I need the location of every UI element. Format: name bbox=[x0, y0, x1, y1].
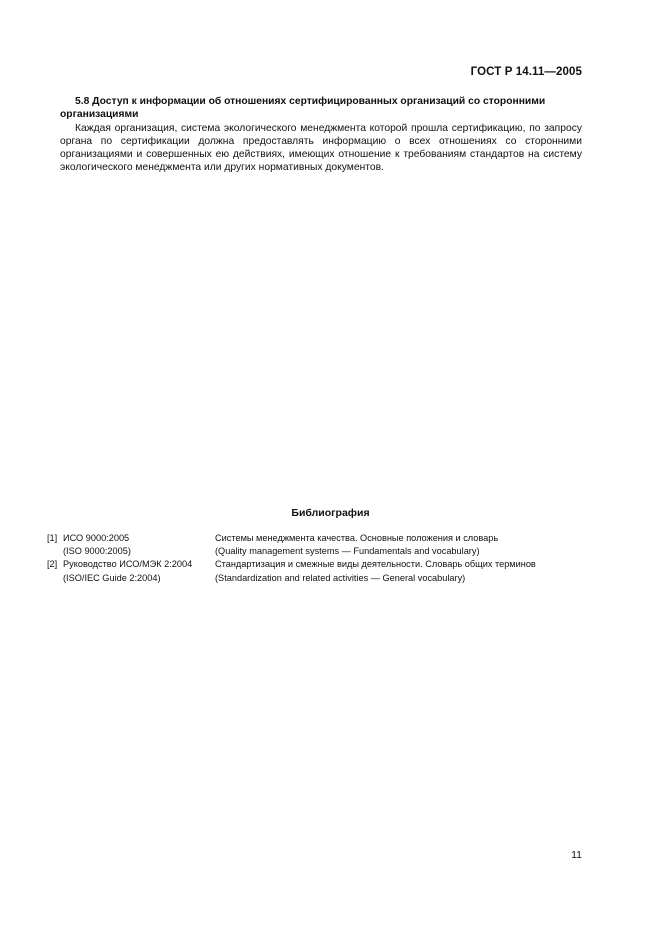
section-5-8 bbox=[60, 95, 582, 175]
bibliography-entry-main bbox=[47, 532, 587, 545]
bibliography-entry-original bbox=[47, 572, 587, 585]
entry-title-original: (Quality management systems — Fundamentals and vocabulary) bbox=[215, 546, 480, 557]
entry-title: Системы менеджмента качества. Основные положения и словарь bbox=[215, 533, 499, 543]
page-number: 11 bbox=[571, 849, 582, 861]
section-body: Каждая организация, система экологического менеджмента которой прошла сертификацию, по запросу органа по сертификации должна предоставлять информацию о всех отношениях со сторонними организациями и совершенных ею действиях, имеющих отношение к требованиям стандартов на систему экологического менеджмента или других нормативных документов. bbox=[60, 122, 582, 174]
bibliography-list bbox=[47, 532, 587, 585]
entry-code: Руководство ИСО/МЭК 2:2004 bbox=[63, 559, 193, 570]
bibliography-entry-1 bbox=[47, 532, 587, 558]
bibliography-entry-original bbox=[47, 545, 587, 558]
entry-number: [2] bbox=[47, 559, 58, 570]
entry-code-original: (ISO 9000:2005) bbox=[63, 546, 131, 557]
entry-code-original: (ISO/IEC Guide 2:2004) bbox=[63, 572, 161, 583]
bibliography-entry-2 bbox=[47, 558, 587, 584]
section-heading: 5.8 Доступ к информации об отношениях сертифицированных организаций со сторонними организациями bbox=[60, 96, 546, 121]
entry-title: Стандартизация и смежные виды деятельности. Словарь общих терминов bbox=[215, 559, 536, 570]
bibliography-title: Библиография bbox=[291, 507, 370, 519]
entry-number: [1] bbox=[47, 533, 58, 543]
entry-title-original: (Standardization and related activities — General vocabulary) bbox=[215, 572, 466, 583]
entry-code: ИСО 9000:2005 bbox=[63, 533, 130, 543]
standard-code-header: ГОСТ Р 14.11—2005 bbox=[470, 66, 582, 78]
bibliography-entry-main bbox=[47, 558, 587, 571]
